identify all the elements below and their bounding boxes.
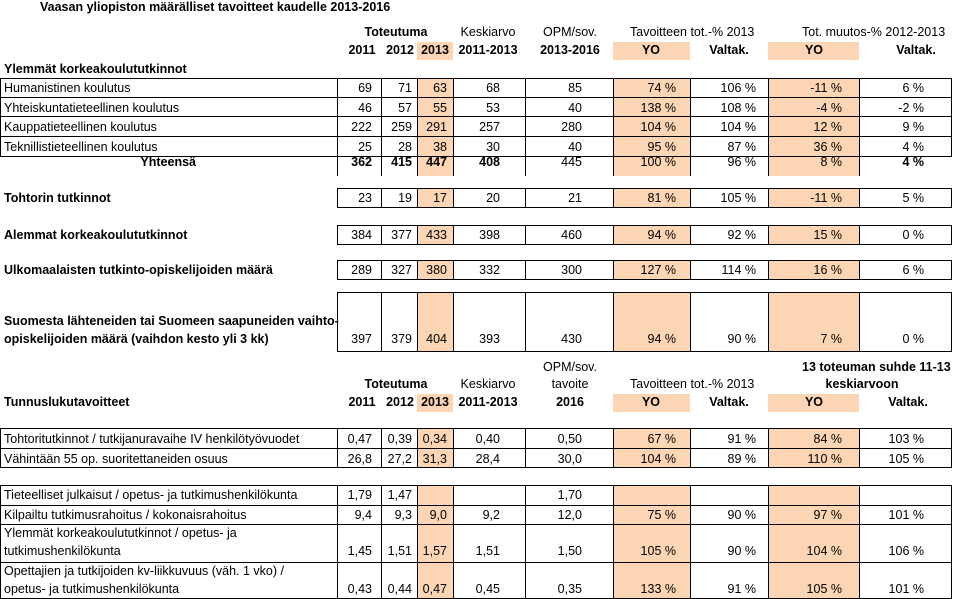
cell-tyo: 67 % xyxy=(647,432,676,446)
header-yo1: YO xyxy=(641,43,661,57)
cell-avg: 53 xyxy=(486,100,500,115)
cell-mval: 4 % xyxy=(902,140,924,155)
header-valtak1: Valtak. xyxy=(709,43,749,57)
cell-tval: 87 % xyxy=(727,140,756,155)
cell-2011: 397 xyxy=(351,332,372,346)
cell-avg: 408 xyxy=(479,155,500,169)
header-valtak1: Valtak. xyxy=(709,395,749,409)
cell-avg: 68 xyxy=(486,81,500,95)
cell-myo: 110 % xyxy=(807,452,842,466)
cell-2013: 433 xyxy=(426,228,447,242)
cell-2011: 26,8 xyxy=(347,452,372,466)
cell-avg: 9,2 xyxy=(482,507,500,522)
row-label: Suomesta lähteneiden tai Suomeen saapuneiden vaihto- xyxy=(4,314,339,328)
cell-myo: -11 % xyxy=(810,81,842,95)
header-2013: 2013 xyxy=(421,43,449,57)
cell-2011: 0,43 xyxy=(347,582,372,596)
header-yo1: YO xyxy=(641,395,661,409)
cell-opm: 430 xyxy=(561,332,582,346)
cell-avg: 0,40 xyxy=(475,432,500,446)
row-divider xyxy=(0,524,952,525)
cell-avg: 30 xyxy=(486,140,500,155)
row-label: opetus- ja tutkimushenkilökunta xyxy=(4,582,180,596)
cell-2013: 63 xyxy=(433,81,447,95)
cell-myo: 8 % xyxy=(820,155,842,169)
row-divider xyxy=(0,116,952,117)
cell-opm: 1,50 xyxy=(557,544,582,558)
cell-opm: 40 xyxy=(568,100,582,115)
cell-mval: 103 % xyxy=(888,432,924,446)
section-title: Tunnuslukutavoitteet xyxy=(4,395,130,409)
cell-tval: 91 % xyxy=(727,582,756,596)
cell-2013: 55 xyxy=(433,100,447,115)
cell-2012: 9,3 xyxy=(394,507,412,522)
column-divider xyxy=(337,157,338,176)
cell-avg: 393 xyxy=(479,332,500,346)
cell-opm: 0,35 xyxy=(557,582,582,596)
cell-tval: 114 % xyxy=(721,263,756,277)
cell-2011: 362 xyxy=(351,155,372,169)
header-yo2: YO xyxy=(804,43,824,57)
cell-tyo: 100 % xyxy=(640,155,676,169)
cell-myo: 7 % xyxy=(820,332,842,346)
cell-opm: 280 xyxy=(561,120,582,135)
cell-2011: 222 xyxy=(351,120,372,135)
cell-tval: 90 % xyxy=(727,544,756,558)
row-label: Ylemmät korkeakoulututkinnot / opetus- ja xyxy=(4,526,237,540)
cell-2012: 1,47 xyxy=(387,488,412,502)
cell-2012: 0,44 xyxy=(387,582,412,596)
header-tavoitteen: Tavoitteen tot.-% 2013 xyxy=(630,377,755,391)
cell-tyo: 104 % xyxy=(640,452,676,466)
cell-myo: 84 % xyxy=(813,432,842,446)
cell-2012: 71 xyxy=(398,81,412,95)
row-label: Tohtoritutkinnot / tutkijanuravaihe IV henkilötyövuodet xyxy=(4,432,300,446)
cell-tval: 90 % xyxy=(727,332,756,346)
cell-opm: 460 xyxy=(561,228,582,242)
cell-opm: 445 xyxy=(561,155,582,169)
cell-2011: 69 xyxy=(358,81,372,95)
cell-2011: 0,47 xyxy=(347,432,372,446)
header-keskiarvoon: keskiarvoon xyxy=(825,377,899,391)
column-divider xyxy=(453,157,454,176)
cell-avg: 398 xyxy=(479,228,500,242)
cell-mval: 101 % xyxy=(888,507,924,522)
cell-tyo: 138 % xyxy=(640,100,676,115)
header-opm: OPM/sov. xyxy=(543,360,597,374)
cell-tval: 96 % xyxy=(727,155,756,169)
cell-tval: 91 % xyxy=(727,432,756,446)
cell-tval: 105 % xyxy=(720,191,756,205)
cell-tyo: 94 % xyxy=(647,332,676,346)
header-tavoitteen: Tavoitteen tot.-% 2013 xyxy=(630,25,755,39)
header-2012: 2012 xyxy=(386,395,414,409)
cell-opm: 300 xyxy=(561,263,582,277)
cell-2013: 38 xyxy=(433,140,447,155)
cell-tyo: 95 % xyxy=(647,140,676,155)
cell-2011: 23 xyxy=(358,191,372,205)
cell-2013: 1,57 xyxy=(422,544,447,558)
cell-tval: 108 % xyxy=(720,100,756,115)
row-divider xyxy=(0,97,952,98)
row-label: Tohtorin tutkinnot xyxy=(4,191,111,205)
header-range: 2011-2013 xyxy=(458,395,518,409)
cell-2012: 0,39 xyxy=(387,432,412,446)
cell-tyo: 81 % xyxy=(647,191,676,205)
cell-mval: 6 % xyxy=(902,81,924,95)
cell-opm: 21 xyxy=(568,191,582,205)
cell-2013: 447 xyxy=(426,155,447,169)
cell-tval: 104 % xyxy=(720,120,756,135)
cell-2012: 377 xyxy=(391,228,412,242)
header-2013: 2013 xyxy=(421,395,449,409)
cell-avg: 1,51 xyxy=(475,544,500,558)
cell-avg: 20 xyxy=(486,191,500,205)
cell-2011: 46 xyxy=(358,100,372,115)
cell-2012: 379 xyxy=(391,332,412,346)
header-muutos: Tot. muutos-% 2012-2013 xyxy=(802,25,946,39)
header-keskiarvo: Keskiarvo xyxy=(460,25,516,39)
column-divider xyxy=(613,157,614,176)
cell-opm: 85 xyxy=(568,81,582,95)
row-divider xyxy=(0,562,952,563)
header-2016: 2016 xyxy=(556,395,584,409)
cell-2013: 291 xyxy=(426,120,447,135)
cell-2012: 28 xyxy=(398,140,412,155)
header-opm: OPM/sov. xyxy=(543,25,597,39)
column-divider xyxy=(417,157,418,176)
cell-mval: 5 % xyxy=(902,191,924,205)
cell-2012: 27,2 xyxy=(387,452,412,466)
header-2011: 2011 xyxy=(348,43,376,57)
cell-tyo: 105 % xyxy=(640,544,676,558)
column-divider xyxy=(525,157,526,176)
cell-mval: 4 % xyxy=(902,155,924,169)
row-label: Vähintään 55 op. suoritettaneiden osuus xyxy=(4,452,228,466)
cell-myo: 15 % xyxy=(813,228,842,242)
row-label: Teknillistieteellinen koulutus xyxy=(4,140,158,155)
column-divider xyxy=(768,157,769,176)
cell-opm: 12,0 xyxy=(557,507,582,522)
cell-2012: 57 xyxy=(398,100,412,115)
cell-tyo: 75 % xyxy=(647,507,676,522)
cell-tval: 106 % xyxy=(720,81,756,95)
header-suhde: 13 toteuman suhde 11-13 xyxy=(802,360,951,374)
cell-opm: 40 xyxy=(568,140,582,155)
cell-opm: 1,70 xyxy=(557,488,582,502)
cell-tval: 89 % xyxy=(727,452,756,466)
row-label: Tieteelliset julkaisut / opetus- ja tutkimushenkilökunta xyxy=(4,488,298,502)
row-label: Kauppatieteellinen koulutus xyxy=(4,120,157,135)
cell-myo: 105 % xyxy=(806,582,842,596)
cell-myo: 16 % xyxy=(813,263,842,277)
section-title: Ylemmät korkeakoulututkinnot xyxy=(4,62,187,76)
cell-tyo: 74 % xyxy=(647,81,676,95)
header-range2: 2013-2016 xyxy=(540,43,600,57)
cell-tyo: 94 % xyxy=(647,228,676,242)
cell-tyo: 127 % xyxy=(640,263,676,277)
cell-avg: 0,45 xyxy=(475,582,500,596)
header-keskiarvo: Keskiarvo xyxy=(460,377,516,391)
row-label: tutkimushenkilökunta xyxy=(4,544,121,558)
cell-tyo: 133 % xyxy=(640,582,676,596)
header-valtak2: Valtak. xyxy=(888,395,928,409)
cell-opm: 0,50 xyxy=(557,432,582,446)
cell-2012: 259 xyxy=(391,120,412,135)
cell-mval: 6 % xyxy=(902,263,924,277)
cell-2012: 19 xyxy=(398,191,412,205)
cell-2011: 1,45 xyxy=(347,544,372,558)
column-divider xyxy=(859,157,860,176)
cell-myo: -11 % xyxy=(810,191,842,205)
cell-mval: 101 % xyxy=(888,582,924,596)
cell-2012: 1,51 xyxy=(387,544,412,558)
cell-mval: 0 % xyxy=(902,228,924,242)
cell-tval: 90 % xyxy=(727,507,756,522)
cell-2012: 327 xyxy=(391,263,412,277)
cell-opm: 30,0 xyxy=(557,452,582,466)
header-toteutuma: Toteutuma xyxy=(364,25,428,39)
header-yo2: YO xyxy=(804,395,824,409)
cell-2012: 415 xyxy=(391,155,412,169)
cell-myo: 104 % xyxy=(806,544,842,558)
header-tavoite: tavoite xyxy=(551,377,589,391)
row-label: Ulkomaalaisten tutkinto-opiskelijoiden määrä xyxy=(4,263,273,277)
page-title: Vaasan yliopiston määrälliset tavoitteet kaudelle 2013-2016 xyxy=(40,0,391,14)
cell-mval: 105 % xyxy=(888,452,924,466)
row-label: Alemmat korkeakoulututkinnot xyxy=(4,228,188,242)
cell-avg: 28,4 xyxy=(475,452,500,466)
cell-myo: 36 % xyxy=(813,140,842,155)
cell-2013: 404 xyxy=(426,332,447,346)
cell-2011: 1,79 xyxy=(347,488,372,502)
cell-myo: -4 % xyxy=(816,100,842,115)
header-2011: 2011 xyxy=(348,395,376,409)
cell-2013: 31,3 xyxy=(422,452,447,466)
row-label: Kilpailtu tutkimusrahoitus / kokonaisrahoitus xyxy=(4,507,247,522)
total-label: Yhteensä xyxy=(140,155,196,169)
header-toteutuma: Toteutuma xyxy=(364,377,428,391)
header-valtak2: Valtak. xyxy=(896,43,936,57)
cell-2013: 380 xyxy=(426,263,447,277)
row-label: Yhteiskuntatieteellinen koulutus xyxy=(4,100,180,115)
cell-tyo: 104 % xyxy=(640,120,676,135)
cell-2013: 9,0 xyxy=(429,507,447,522)
cell-avg: 257 xyxy=(479,120,500,135)
cell-2013: 17 xyxy=(433,191,447,205)
cell-myo: 12 % xyxy=(813,120,842,135)
row-divider xyxy=(0,136,952,137)
row-divider xyxy=(0,505,952,506)
cell-2011: 289 xyxy=(351,263,372,277)
cell-mval: 0 % xyxy=(902,332,924,346)
row-label: Opettajien ja tutkijoiden kv-liikkuvuus (väh. 1 vko) / xyxy=(4,564,284,578)
cell-avg: 332 xyxy=(479,263,500,277)
cell-2013: 0,34 xyxy=(422,432,447,446)
row-label: opiskelijoiden määrä (vaihdon kesto yli 3 kk) xyxy=(4,332,269,346)
column-divider xyxy=(381,157,382,176)
cell-mval: 106 % xyxy=(888,544,924,558)
row-label: Humanistinen koulutus xyxy=(4,81,131,95)
cell-2011: 9,4 xyxy=(354,507,372,522)
cell-2011: 384 xyxy=(351,228,372,242)
cell-2011: 25 xyxy=(358,140,372,155)
cell-2013: 0,47 xyxy=(422,582,447,596)
cell-mval: -2 % xyxy=(898,100,924,115)
header-range1: 2011-2013 xyxy=(458,43,518,57)
column-divider xyxy=(690,157,691,176)
row-divider xyxy=(0,448,952,449)
cell-tval: 92 % xyxy=(727,228,756,242)
cell-mval: 9 % xyxy=(902,120,924,135)
cell-myo: 97 % xyxy=(813,507,842,522)
header-2012: 2012 xyxy=(386,43,414,57)
